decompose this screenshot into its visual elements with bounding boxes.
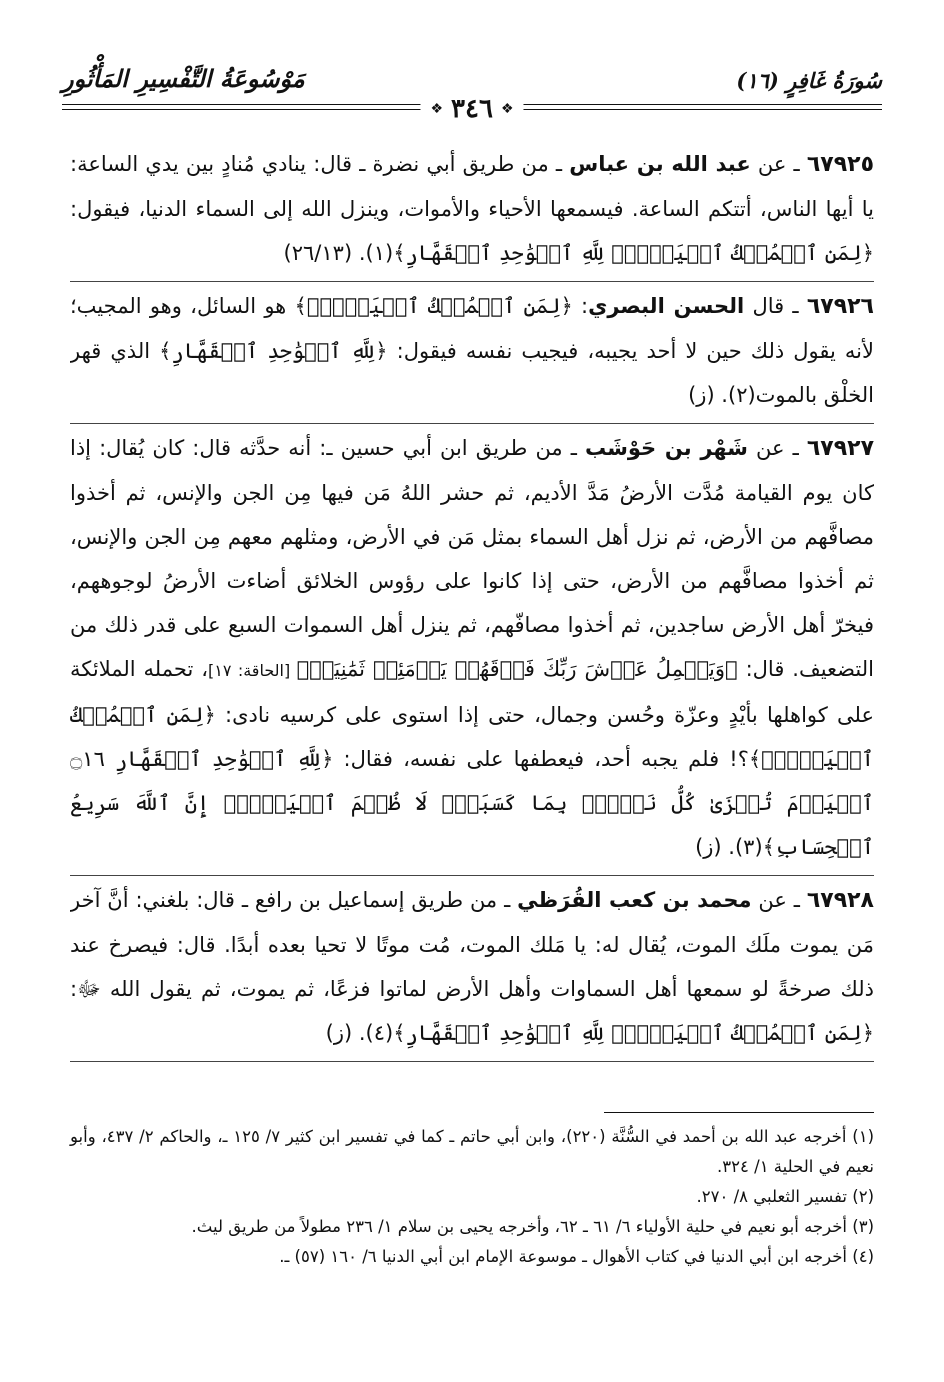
entry: [70, 281, 874, 423]
entry-number: ٦٧٩٢٧: [806, 436, 874, 461]
ornament-left-icon: ❖: [430, 101, 444, 117]
quran-verse: ﴿لِلَّهِ ٱلۡوَٰحِدِ ٱلۡقَهَّارِ﴾: [159, 339, 388, 363]
narrator-name: الحسن البصري: [588, 294, 745, 318]
footnotes: [70, 1122, 874, 1272]
footnote-rule: [604, 1112, 874, 1113]
narrator-name: محمد بن كعب القُرَظي: [517, 888, 752, 912]
entry: [70, 1061, 874, 1062]
ornament-right-icon: ❖: [500, 101, 514, 117]
entry-text: ـ من طريق ابن أبي حسين ـ: أنه حدَّثه قال: كان يُقال: إذا كان يوم القيامة مُدَّت الأرضُ مَدَّ الأديم، ثم حشر اللهُ مَن فيها مِن الجن والإنس، ثم أخذوا مصافَّهم من الأرض، ثم نزل أهل السماء بمثل مَن في الأرض، ومثلهم معهم مِن الجن والإنس، ثم أخذوا مصافَّهم من الأرض، حتى إذا كانوا على رؤوس الخلائق أضاءت الأرضُ لوجوههم، فيخرّ أهل الأرض ساجدين، ثم أخذوا مصافّهم، ثم ينزل أهل السموات السبع على قدر ذلك من التضعيف. قال:: [70, 436, 874, 681]
verse-reference: [الحاقة: ١٧]: [208, 661, 297, 680]
entry-text: ـ عن: [751, 888, 807, 912]
entry-text: هو السائل، وهو المجيب؛ لأنه يقول ذلك حين لا أحد يجيبه، فيجيب نفسه فيقول:: [70, 294, 874, 363]
entry-number: ٦٧٩٢٦: [806, 294, 874, 319]
entry-text: ـ عن: [747, 436, 807, 460]
entry-text: ؟! فلم يجبه أحد، فيعطفها على نفسه، فقال:: [333, 747, 749, 771]
narrator-name: عبد الله بن عباس: [569, 152, 751, 176]
main-text: [70, 142, 874, 1062]
footnote: (٤) أخرجه ابن أبي الدنيا في كتاب الأهوال ـ موسوعة الإمام ابن أبي الدنيا ٦/ ١٦٠ (٥٧) ـ.: [279, 1247, 874, 1266]
entry-text: ، تحمله الملائكة على كواهلها بأيْدٍ وعزّة وحُسن وجمال، حتى إذا استوى على كرسيه نادى:: [70, 657, 874, 727]
entry-text: (٤). (ز): [325, 1021, 394, 1045]
footnote: (٢) تفسير الثعلبي ٨/ ٢٧٠.: [696, 1187, 874, 1206]
quran-verse: ﴿لِلَّهِ ٱلۡوَٰحِدِ ٱلۡقَهَّارِ ۝١٦ ٱلۡيَوۡمَ تُجۡزَىٰ كُلُّ نَفۡسِۭ بِمَا كَسَبَتۡۚ لَا ظُلۡمَ ٱلۡيَوۡمَۚ إِنَّ ٱللَّهَ سَرِيعُ ٱلۡحِسَابِ﴾: [70, 747, 874, 859]
footnote: (١) أخرجه عبد الله بن أحمد في السُّنَّة (٢٢٠)، وابن أبي حاتم ـ كما في تفسير ابن كثير ٧/ ١٢٥ ـ، والحاكم ٢/ ٤٣٧، وأبو نعيم في الحلية ١/ ٣٢٤.: [70, 1127, 874, 1176]
page-number-box: [420, 94, 523, 124]
quran-verse: ﴿لِمَنِ ٱلۡمُلۡكُ ٱلۡيَوۡمَۖ لِلَّهِ ٱلۡوَٰحِدِ ٱلۡقَهَّارِ﴾: [393, 241, 874, 265]
surah-title: سُورَةُ غَافِرٍ (١٦): [736, 68, 882, 93]
entry-text: (٣). (ز): [695, 835, 763, 859]
entry: [70, 423, 874, 875]
quran-verse: ﴿لِمَنِ ٱلۡمُلۡكُ ٱلۡيَوۡمَۖ لِلَّهِ ٱلۡوَٰحِدِ ٱلۡقَهَّارِ﴾: [393, 1021, 874, 1045]
quran-verse: ﴿وَيَحۡمِلُ عَرۡشَ رَبِّكَ فَوۡقَهُمۡ يَوۡمَئِذٖ ثَمَٰنِيَةٞ﴾: [296, 657, 738, 681]
quran-verse: ﴿لِمَنِ ٱلۡمُلۡكُ ٱلۡيَوۡمَۖ﴾: [70, 703, 874, 771]
page-number: ٣٤٦: [451, 94, 493, 124]
entry-text: ـ عن: [750, 152, 807, 176]
entry-text: ـ قال: [744, 294, 807, 318]
entry: [70, 142, 874, 281]
entry-text: الذي قهر الخلْق بالموت(٢). (ز): [70, 339, 874, 407]
footnote: (٣) أخرجه أبو نعيم في حلية الأولياء ٦/ ٦١ ـ ٦٢، وأخرجه يحيى بن سلام ١/ ٢٣٦ مطولاً من طريق ليث.: [191, 1217, 874, 1236]
entry-text: ـ من طريق أبي نضرة ـ قال: ينادي مُنادٍ بين يدي الساعة: يا أيها الناس، أتتكم الساعة. فيسمعها الأحياء والأموات، وينزل الله إلى السماء الدنيا، فيقول:: [70, 152, 874, 221]
entry-text: :: [572, 294, 589, 318]
page-header: [62, 62, 882, 124]
quran-verse: ﴿لِمَنِ ٱلۡمُلۡكُ ٱلۡيَوۡمَۖ﴾: [294, 294, 573, 318]
series-title: مَوْسُوعَةُ التَّفْسِيرِ المَأْثُورِ: [62, 64, 305, 93]
entry-number: ٦٧٩٢٥: [806, 152, 874, 177]
entry-text: ـ من طريق إسماعيل بن رافع ـ قال: بلغني: أنَّ آخر مَن يموت ملَك الموت، يُقال له: يا مَلك الموت، مُت موتًا لا تحيا بعده أبدًا. قال: فيصرخ عند ذلك صرخةً لو سمعها أهل السماوات وأهل الأرض لماتوا فزعًا، ثم يموت، ثم يقول الله ﷻ:: [70, 888, 874, 1001]
entry: [70, 875, 874, 1061]
entry-number: ٦٧٩٢٨: [806, 888, 874, 913]
narrator-name: شَهْر بن حَوْشَب: [584, 436, 748, 460]
entry-text: (١). (٢٦/١٣): [283, 241, 394, 265]
